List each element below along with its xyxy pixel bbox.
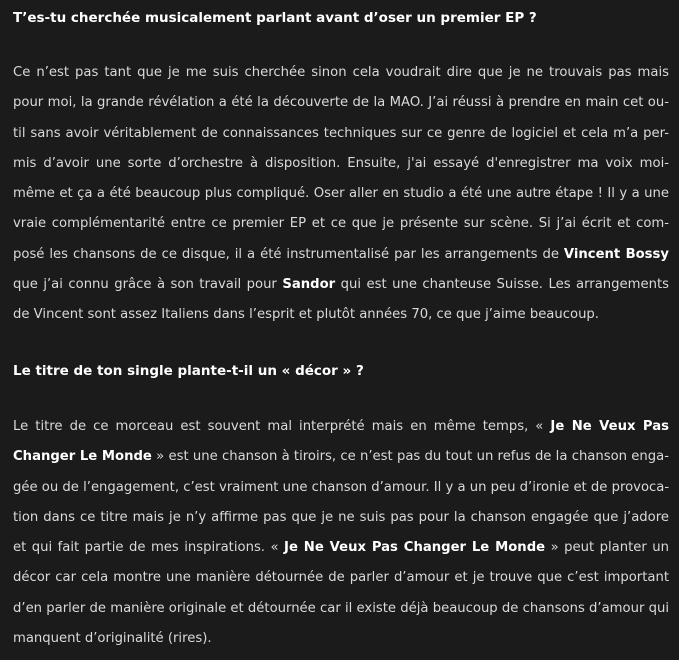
answer-line: décor car cela montre une manière détournée de parler d’amour et je trouve que c’est important [13,570,669,586]
answer-line [13,533,669,563]
song-title: Changer Le Monde [13,449,152,465]
answer-line [13,412,669,442]
answer-line [13,442,669,472]
answer-text: » peut planter un [550,540,669,556]
song-title: Je Ne Veux Pas Changer Le Monde [284,540,546,556]
artist-name-vincent-bossy: Vincent Bossy [563,246,669,262]
answer-line [13,270,669,300]
answer-text: Le titre de ce morceau est souvent mal interprété mais en même temps, « [13,419,544,434]
answer-line: til sans avoir véritablement de connaissances techniques sur ce genre de logiciel et cela m’a per- [13,125,669,141]
answer-line: gée ou de l’engagement, c’est vraiment une chanson d’amour. Il y a un peu d’ironie et de provoca- [13,479,670,495]
answer-text: que j’ai connu grâce à son travail pour [13,277,277,293]
interview-question-1: T’es-tu cherchée musicalement parlant avant d’oser un premier EP ? [13,10,537,26]
answer-line: de Vincent sont assez Italiens dans l’esprit et plutôt années 70, ce que j’aime beaucoup. [13,307,599,323]
answer-line: pour moi, la grande révélation a été la découverte de la MAO. J’ai réussi à prendre en main cet ou- [13,95,669,111]
song-title: Je Ne Veux Pas [550,419,669,434]
answer-line [13,240,669,270]
answer-line: d’en parler de manière originale et détournée car il existe déjà beaucoup de chansons d’amour qui [13,600,669,616]
answer-line: tion dans ce titre mais je n’y affirme pas que je ne suis pas pour la chanson engagée que j’adore [13,509,669,525]
interview-answer-1 [13,58,669,331]
answer-line: manquent d’originalité (rires). [13,631,212,647]
answer-text: qui est une chanteuse Suisse. Les arrangements [340,277,670,293]
answer-line: Ce n’est pas tant que je me suis cherchée sinon cela voudrait dire que je ne trouvais pas mais [13,65,669,80]
answer-text: » est une chanson à tiroirs, ce n’est pas du tout un refus de la chanson enga- [156,449,669,465]
artist-name-sandor: Sandor [282,277,336,293]
interview-answer-2 [13,412,669,654]
answer-text: posé les chansons de ce disque, il a été instrumentalisé par les arrangements de [13,246,559,262]
answer-line: mis d’avoir une sorte d’orchestre à disposition. Ensuite, j'ai essayé d'enregistrer ma voix moi- [13,155,669,171]
answer-text: et qui fait partie de mes inspirations. « [13,540,279,556]
answer-line: vraie complémentarité entre ce premier EP et ce que je présente sur scène. Si j’ai écrit et com- [13,216,669,232]
interview-question-2: Le titre de ton single plante-t-il un « décor » ? [13,363,364,379]
answer-line: même et ça a été beaucoup plus compliqué. Oser aller en studio a été une autre étape ! Il y a une [13,186,669,202]
